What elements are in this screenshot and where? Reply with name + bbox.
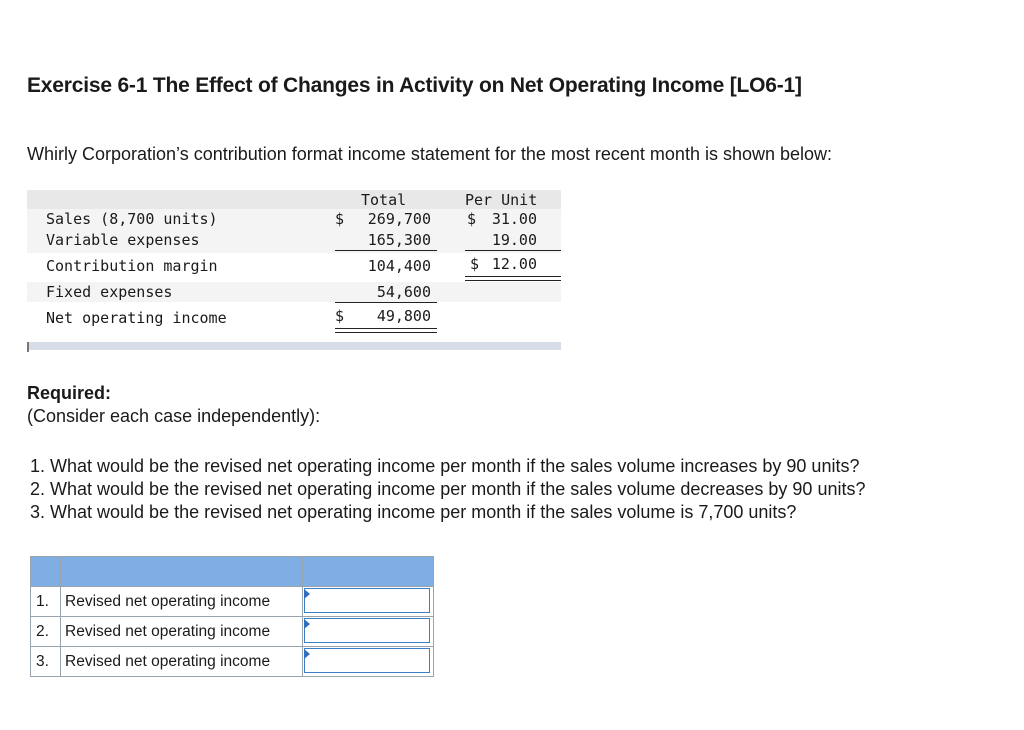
answer-label: Revised net operating income <box>61 617 303 647</box>
total-contribution-margin: 104,400 <box>367 257 431 275</box>
unit-sales: 31.00 <box>491 210 537 228</box>
row-label-net-operating-income: Net operating income <box>46 309 227 327</box>
subtotal-underline <box>465 250 561 251</box>
total-double-underline <box>335 328 437 333</box>
answer-row <box>31 647 434 677</box>
answer-row <box>31 587 434 617</box>
answer-table-header <box>31 557 434 587</box>
input-flag-icon <box>304 619 310 629</box>
header-cell <box>303 557 434 587</box>
total-variable-expenses: 165,300 <box>367 231 431 249</box>
header-total: Total <box>361 191 407 209</box>
subtotal-underline <box>335 302 437 303</box>
answer-label: Revised net operating income <box>61 587 303 617</box>
total-double-underline <box>465 276 561 281</box>
answer-input-1[interactable] <box>304 588 430 613</box>
required-note: (Consider each case independently): <box>27 406 321 426</box>
answer-cell <box>303 647 434 677</box>
answer-input-3[interactable] <box>304 648 430 673</box>
total-fixed-expenses: 54,600 <box>376 283 431 301</box>
header-cell <box>31 557 61 587</box>
question-3: 3. What would be the revised net operating income per month if the sales volume is 7,700 units? <box>30 502 797 522</box>
row-label-sales: Sales (8,700 units) <box>46 210 218 228</box>
exercise-title: Exercise 6-1 The Effect of Changes in Activity on Net Operating Income [LO6-1] <box>27 74 802 97</box>
income-statement <box>27 190 561 352</box>
dollar-sign: $ <box>467 210 477 228</box>
answer-label: Revised net operating income <box>61 647 303 677</box>
subtotal-underline <box>335 250 437 251</box>
row-label-variable-expenses: Variable expenses <box>46 231 200 249</box>
unit-variable-expenses: 19.00 <box>491 231 537 249</box>
question-2: 2. What would be the revised net operating income per month if the sales volume decreases by 90 units? <box>30 479 866 499</box>
statement-footer-mark <box>27 342 29 352</box>
question-list <box>30 455 865 524</box>
answer-number: 3. <box>31 647 61 677</box>
unit-contribution-margin: 12.00 <box>491 255 537 273</box>
total-net-operating-income: 49,800 <box>376 307 431 325</box>
intro-text: Whirly Corporation’s contribution format income statement for the most recent month is shown below: <box>27 144 833 164</box>
row-label-contribution-margin: Contribution margin <box>46 257 218 275</box>
answer-number: 2. <box>31 617 61 647</box>
answer-cell <box>303 587 434 617</box>
row-label-fixed-expenses: Fixed expenses <box>46 283 173 301</box>
answer-cell <box>303 617 434 647</box>
question-1: 1. What would be the revised net operating income per month if the sales volume increases by 90 units? <box>30 456 860 476</box>
answer-input-2[interactable] <box>304 618 430 643</box>
header-per-unit: Per Unit <box>465 191 538 209</box>
input-flag-icon <box>304 589 310 599</box>
dollar-sign: $ <box>335 307 345 325</box>
required-heading: Required: <box>27 383 112 403</box>
total-sales: 269,700 <box>367 210 431 228</box>
answer-number: 1. <box>31 587 61 617</box>
answer-table <box>30 556 434 677</box>
input-flag-icon <box>304 649 310 659</box>
answer-row <box>31 617 434 647</box>
header-cell <box>61 557 303 587</box>
dollar-sign: $ <box>335 210 345 228</box>
statement-footer-band <box>27 342 561 350</box>
dollar-sign: $ <box>470 255 480 273</box>
